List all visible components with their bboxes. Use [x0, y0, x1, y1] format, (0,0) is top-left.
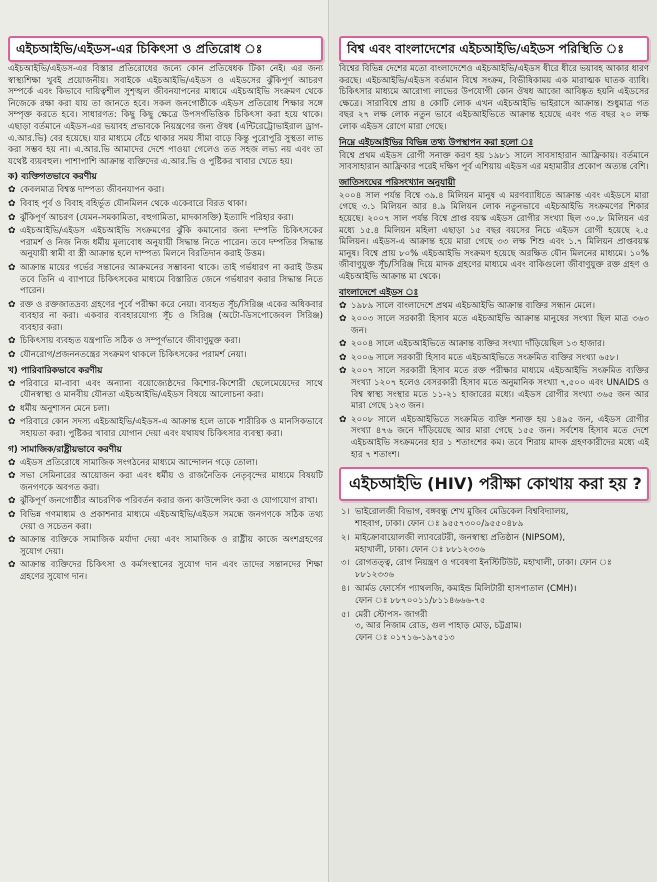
test-center-item: ৪। আর্মড ফোর্সেস প্যাথলজি, কমাইন্ড মিলিটারী হাসপাতাল (CMH)। ফোন ঃ ৮৮৭০০১১/৮১১৪৬৬৬-৭৫	[341, 584, 577, 606]
facts-subheading: নিম্নে এইচআইভির বিভিন্ন তথ্য উপস্থাপন করা হলো ঃ	[339, 137, 534, 148]
flower-bullet-icon: ✿	[8, 378, 16, 389]
flower-bullet-icon: ✿	[8, 496, 16, 507]
treatment-intro: এইচআইভি/এইডস-এর বিস্তার প্রতিরোধের জন্যে কোন প্রতিষেধক টিকা নেই। এর জন্য স্বাস্থ্যশিক্ষা খুবই প্রয়োজনীয়। সবাইকে এইচআইভি/এইডস ও এইডসের ঝুঁকিপূর্ণ আচরণ সম্পর্কে এবং কিভাবে দায়িত্বশীল সুশৃঙ্খল জীবনযাপনের মাধ্যমে এইচআইভি সংক্রমণ থেকে নিজেকে রক্ষা করা যায় তা জানতে হবে। সকল জনগোষ্ঠীকে এইডস প্রতিরোধ শিক্ষার সঙ্গে সম্পৃক্ত করতে হবে। সাধারণত: কিছু কিছু ক্ষেত্রে উপসর্গভিত্তিক চিকিৎসা করা হয়ে থাকে। এছাড়া বর্তমানে এইডস-এর ভয়াবহ প্রভাবকে নিয়ন্ত্রণের জন্য ঔষধ (এন্টিরেট্রোভাইরাল ড্রাগ-এ.আর.ভি) বের হয়েছে। যার মাধ্যমে বেঁচে থাকার সময় সীমা বাড়ে কিন্তু পুরোপুরি সুস্থতা লাভ করা সম্ভব হয় না। এ.আর.ভি আমাদের দেশে পাওয়া গেলেও তত সহজ লভ্য নয় এবং তা যথেষ্ট ব্যয়বহুল। পাশাপাশি আক্রান্ত ব্যক্তিদের এ.আর.ভি ও পুষ্টিকর খাবার খেতে হয়।	[8, 64, 323, 167]
flower-bullet-icon: ✿	[8, 457, 16, 468]
flower-bullet-icon: ✿	[339, 352, 347, 363]
flower-bullet-icon: ✿	[8, 185, 16, 196]
flower-bullet-icon: ✿	[8, 299, 16, 310]
test-center-item: ১। ভাইরোলজী বিভাগ, বঙ্গবন্ধু শেখ মুজিব মেডিকেল বিশ্ববিদ্যালয়, শাহবাগ, ঢাকা। ফোন ঃ ৯৫৫৭৩০০/৯৫৫০৪৮৯	[341, 507, 569, 530]
list-item: ✿ সভা সেমিনারের আয়োজন করা এবং ধর্মীয় ও রাজনৈতিক নেতৃবৃন্দের মাধ্যমে বিষয়টি জনগণকে অবগত করা।	[8, 471, 323, 493]
test-center-item: ২। মাইক্রোবায়োলজী ল্যাবরেটরী, জনস্বাস্থ্য প্রতিষ্ঠান (NIPSOM), মহাখালী, ঢাকা। ফোন ঃ ৮৮১২৩৩৬	[341, 532, 566, 555]
flower-bullet-icon: ✿	[8, 198, 16, 209]
list-item: ✿ যৌনরোগ/প্রজননতন্ত্রের সংক্রমণ থাকলে চিকিৎসকের পরামর্শ নেয়া।	[8, 350, 247, 361]
section-personal-list	[8, 185, 323, 361]
flower-bullet-icon: ✿	[8, 417, 16, 428]
test-center-item: ৫। মেরী স্টোপস- জাগরী ৩, আর নিজাম রোড, গুল পাহাড় মোড়, চট্টগ্রাম। ফোন ঃ ০১৭১৬-১৯৭৫১৩	[341, 609, 522, 644]
un-stats-text: ২০০৪ সাল পর্যন্ত বিশ্বে ৩৯.৪ মিলিয়ন মানুষ এ মরণব্যাধিতে আক্রান্ত এবং এইডসে মারা গেছে ৩.১ মিলিয়ন আর ৪.৯ মিলিয়ন লোক নতুনভাবে এইচআইভি সংক্রমণের শিকার হয়েছে। ২০০৭ সাল পর্যন্ত বিশ্বে প্রাপ্ত বয়স্ক এইডস রোগীর সংখ্যা ছিল ৩০.৮ মিলিয়ন এর মধ্যে ১৫.৪ মিলিয়ন মহিলা এছাড়া ১৫ বছর বয়সের নিচে এইডস রোগী হয়েছে ২.৫ মিলিয়ন। এইডস-এ আক্রান্ত হয়ে মারা গেছে ৩৩ লক্ষ শিশু এবং ১.৭ মিলিয়ন প্রাপ্তবয়স্ক মানুষ। বিশ্বে প্রায় ৮০% এইচআইভি সংক্রমণ হয়েছে অরক্ষিত যৌন মিলনের মাধ্যমে। ১০% জীবাণুযুক্ত সূঁচ/সিরিঞ্জ দিয়ে মাদক গ্রহণের মাধ্যমে এবং বাকিগুলো জীবাণুযুক্ত রক্ত গ্রহণ ও এইচআইভি আক্রান্ত মা থেকে।	[339, 190, 649, 282]
list-item: ✿ পরিবারে কোন সদস্য এইচআইভি/এইডস-এ আক্রান্ত হলে তাকে শারীরিক ও মানসিকভাবে সহায়তা করা। পুষ্টিকর খাবার যোগান দেয়া এবং যথাযথ চিকিৎসার ব্যবস্থা করা।	[8, 417, 323, 440]
flower-bullet-icon: ✿	[8, 560, 16, 571]
flower-bullet-icon: ✿	[8, 226, 16, 237]
list-item: ✿ ঝুঁকিপূর্ণ জনগোষ্ঠীর আচরণিক পরিবর্তন করার জন্য কাউন্সেলিং করা ও যোগাযোগ রাখা।	[8, 496, 318, 507]
list-item: ✿ রক্ত ও রক্তজাতদ্রব্য গ্রহণের পূর্বে পরীক্ষা করে নেয়া। ব্যবহৃত সূঁচ/সিরিঞ্জ একের অধিকবার ব্যবহার না করা। একবার ব্যবহারযোগ্য সূঁচ ও সিরিঞ্জ (অটো-ডিসপোজেবল সিরিঞ্জ) ব্যবহার করা।	[8, 299, 323, 333]
list-item: ✿ ২০০৬ সালে সরকারী হিসাব মতে এইচআইভিতে সংক্রমিত ব্যক্তির সংখ্যা ৬৫৮।	[339, 352, 619, 363]
flower-bullet-icon: ✿	[8, 262, 16, 273]
section-social-title: গ) সামাজিক/রাষ্ট্রীয়ভাবে করণীয়	[8, 444, 122, 455]
list-item: ✿ পরিবারে মা-বাবা এবং অন্যান্য বয়োজ্যেষ্ঠদের কিশোর-কিশোরী ছেলেমেয়েদের সাথে যৌনস্বাস্থ্য ও মানবীয় যৌনতা এইচআইভি/এইডস বিষয়ে আলোচনা করা।	[8, 378, 323, 401]
flower-bullet-icon: ✿	[8, 336, 16, 347]
right-column	[331, 0, 657, 882]
list-item: ✿ এইডস প্রতিরোধে সামাজিক সংগঠনের মাধ্যমে আন্দোলন গড়ে তোলা।	[8, 457, 258, 468]
list-item: ✿ বিবাহ পূর্ব ও বিবাহ বহির্ভূত যৌনমিলন থেকে একেবারে বিরত থাকা।	[8, 198, 248, 209]
list-item: ✿ ২০০৮ সালে এইচআইভিতে সংক্রমিত ব্যক্তি শনাক্ত হয় ১৪৯৫ জন, এইডস রোগীর সংখ্যা ৪৭৬ জনে দাঁড়িয়েছে আর মারা গেছে ১৫৫ জন। সর্বশেষ হিসাব মতে দেশে এইচআইভি সংক্রমনের হার ১ শতাংশের কম। তবে শিরায় মাদক গ্রহণকারীদের মধ্যে এই হার ৭ শতাংশ।	[339, 414, 649, 460]
facts-text: বিশ্বে প্রথম এইডস রোগী সনাক্ত করণ হয় ১৯৮১ সালে সাবসাহারান আফ্রিকায়। বর্তমানে সাবসাহারান আফ্রিকার পরেই দক্ষিণ পূর্ব এশিয়ায় এইডস এর মহামারীর প্রকোপ অত্যন্ত বেশি।	[339, 150, 649, 173]
flower-bullet-icon: ✿	[339, 300, 347, 311]
situation-heading: বিশ্ব এবং বাংলাদেশের এইচআইভি/এইডস পরিস্থিতি ঃ	[339, 36, 649, 62]
list-item: ✿ ২০০৩ সালে সরকারী হিসাব মতে এইচআইভি আক্রান্ত মানুষের সংখ্যা ছিল মাত্র ৩৬৩ জন।	[339, 314, 649, 336]
flower-bullet-icon: ✿	[8, 510, 16, 520]
list-item: ✿ ২০০৭ সালে সরকারী হিসাব মতে রক্ত পরীক্ষার মাধ্যমে এইচআইভি সংক্রমিত ব্যক্তির সংখ্যা ১২০৭ হলেও বেসরকারী হিসাব মতে অনুমানিক সংখ্যা ৭,৫০০ এবং UNAIDS ও বিশ্ব স্বাস্থ্য সংস্থার মতে ১১-২১ হাজারের মধ্যে। এইডস রোগীর সংখ্যা ৩৬৫ জন আর মারা গেছে ১২৩ জন।	[339, 366, 649, 412]
section-family-list	[8, 379, 323, 441]
list-item: ✿ আক্রান্ত ব্যক্তিদের চিকিৎসা ও কর্মসংস্থানের সুযোগ দান এবং তাদের সন্তানদের শিক্ষা গ্রহণের সুযোগ দান।	[8, 560, 323, 582]
test-centers-list	[339, 507, 649, 645]
section-social-list	[8, 458, 323, 584]
list-item: ✿ আক্রান্ত ব্যক্তিকে সামাজিক মর্যাদা দেয়া এবং সামাজিক ও রাষ্ট্রীয় কাজে অংশগ্রহণের সুযোগ দেয়া।	[8, 535, 323, 557]
list-item: ✿ ২০০৪ সালে এইচআইভিতে আক্রান্ত ব্যক্তির সংখ্যা দাঁড়িয়েছিল ১৩ হাজার।	[339, 339, 605, 350]
bangladesh-list	[339, 301, 649, 462]
list-item: ✿ কেবলমাত্র বিশ্বস্ত দাম্পত্য জীবনযাপন করা।	[8, 185, 165, 196]
flower-bullet-icon: ✿	[339, 414, 347, 425]
list-item: ✿ আক্রান্ত মায়ের গর্ভের সন্তানের আক্রমনের সম্ভাবনা থাকে। তাই গর্ভধারণ না করাই উত্তম তবে তিনি এ ব্যাপারে চিকিৎসকের মাধ্যমে বিস্তারিত জেনে গর্ভধারণ করার সিদ্ধান্ত নিতে পারেন।	[8, 262, 323, 297]
un-stats-subheading: জাতিসংঘের পরিসংখ্যান অনুযায়ী	[339, 177, 456, 188]
bangladesh-subheading: বাংলাদেশে এইডস ঃ	[339, 287, 419, 298]
test-center-item: ৩। রোগতত্ত্ব, রোগ নিয়ন্ত্রণ ও গবেষণা ইনস্টিটিউট, মহাখালী, ঢাকা। ফোন ঃ ৮৮১২৩৩৬	[341, 558, 612, 581]
flower-bullet-icon: ✿	[339, 339, 347, 350]
section-family-title: খ) পারিবারিকভাবে করণীয়	[8, 365, 103, 376]
flower-bullet-icon: ✿	[8, 350, 16, 361]
flower-bullet-icon: ✿	[8, 471, 16, 482]
list-item: ✿ চিকিৎসায় ব্যবহৃত যন্ত্রপাতি সঠিক ও সম্পূর্ণভাবে জীবাণুমুক্ত করা।	[8, 336, 241, 347]
test-centers-heading: এইচআইভি (HIV) পরীক্ষা কোথায় করা হয় ?	[339, 467, 649, 501]
list-item: ✿ ঝুঁকিপূর্ণ আচরণ (যেমন-সমকামিতা, বহুগামিতা, মাদকাসক্তি) ইত্যাদি পরিহার করা।	[8, 212, 294, 223]
list-item: ✿ ধর্মীয় অনুশাসন মেনে চলা।	[8, 403, 110, 414]
list-item: ✿ ১৯৮৯ সালে বাংলাদেশে প্রথম এইচআইভি আক্রান্ত ব্যক্তির সন্ধান মেলে।	[339, 300, 596, 311]
list-item: ✿ এইচআইভি/এইডস এইচআইভি সংক্রমণের ঝুঁকি কমানোর জন্য দম্পতি চিকিৎসকের পরামর্শ ও নিজ নিজ ধর্মীয় মূল্যবোধ অনুযায়ী সিদ্ধান্ত নিতে পারেন। তবে দম্পতির সিদ্ধান্ত অনুযায়ী স্বামী বা স্ত্রী আক্রান্ত হলে দাম্পত্য মিলনে বিরতিদান করাই উত্তম।	[8, 226, 323, 260]
flower-bullet-icon: ✿	[339, 314, 347, 325]
treatment-heading: এইচআইভি/এইডস-এর চিকিৎসা ও প্রতিরোধ ঃ	[8, 36, 323, 62]
flower-bullet-icon: ✿	[8, 535, 16, 546]
situation-intro: বিশ্বের বিভিন্ন দেশের মতো বাংলাদেশেও এইচআইভি/এইডস ধীরে ধীরে ভয়াবহ আকার ধারণ করছে। এইচআইভি/এইডস বর্তমান বিশ্বে সংক্রম, বিভীষিকাময় এক মারাত্মক ঘাতক ব্যাধি। চিকিৎসার মাধ্যমে আরোগ্য লাভের উপযোগী কোন ঔষধ আজো আবিষ্কৃত হয়নি এইডসের ক্ষেত্রে। সারাবিশ্বে প্রায় ৪ কোটি লোক এখন এইচআইভি ভাইরাসে আক্রান্ত। শুধুমাত্র গত বছর ২৭ লক্ষ লোক নতুন ভাবে এইচআইভিতে আক্রান্ত হয়েছে এবং গত বছর ২০ লক্ষ লোক এইডস রোগে মারা গেছে।	[339, 64, 649, 132]
list-item: ✿ বিভিন্ন গণমাধ্যম ও প্রকাশনার মাধ্যমে এইচআইভি/এইডস সমন্ধে জনগণকে সঠিক তথ্য দেয়া ও সচেতন করা।	[8, 510, 323, 532]
section-personal-title: ক) ব্যক্তিগতভাবে করণীয়	[8, 172, 97, 183]
flower-bullet-icon: ✿	[339, 366, 347, 377]
flower-bullet-icon: ✿	[8, 403, 16, 414]
flower-bullet-icon: ✿	[8, 212, 16, 223]
